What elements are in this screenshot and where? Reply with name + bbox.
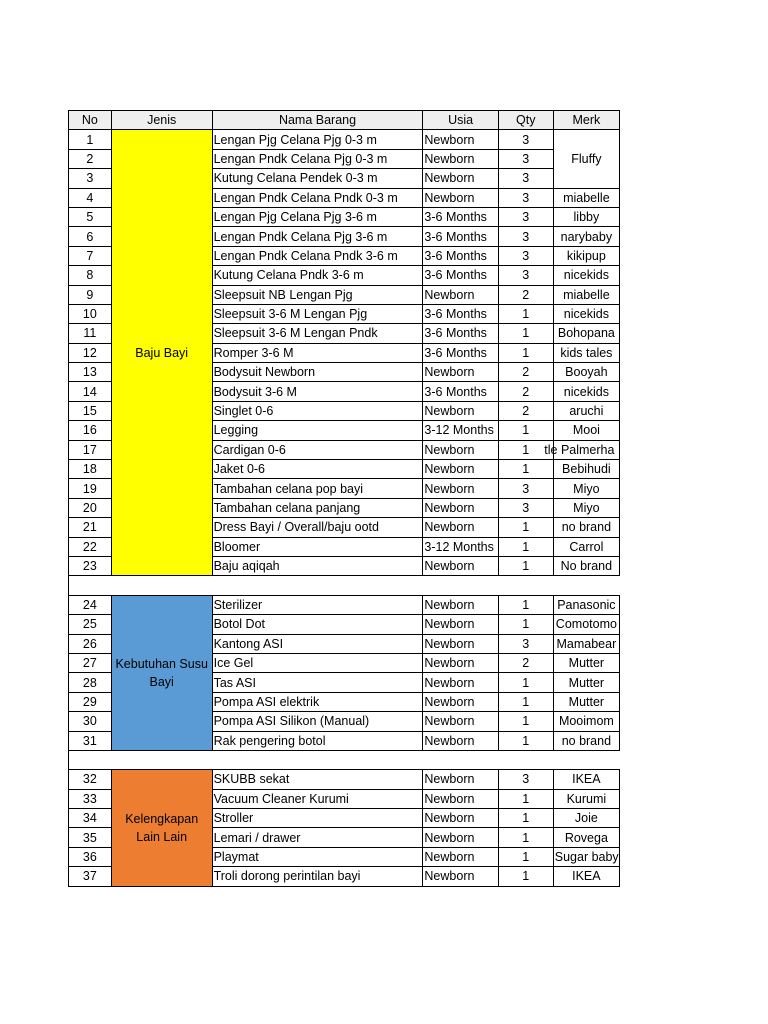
row-usia[interactable]: 3-6 Months xyxy=(423,343,498,362)
row-no[interactable]: 15 xyxy=(69,401,112,420)
row-usia[interactable]: 3-12 Months xyxy=(423,537,498,556)
row-qty[interactable]: 3 xyxy=(498,266,553,285)
row-merk[interactable]: Mutter xyxy=(553,653,619,672)
row-merk[interactable]: Booyah xyxy=(553,363,619,382)
row-no[interactable]: 2 xyxy=(69,149,112,168)
row-no[interactable]: 25 xyxy=(69,615,112,634)
row-usia[interactable]: Newborn xyxy=(423,847,498,866)
row-qty[interactable]: 3 xyxy=(498,227,553,246)
row-usia[interactable]: 3-6 Months xyxy=(423,227,498,246)
row-usia[interactable]: Newborn xyxy=(423,867,498,886)
row-nama-barang[interactable]: Sleepsuit 3-6 M Lengan Pjg xyxy=(212,304,423,323)
row-qty[interactable]: 1 xyxy=(498,867,553,886)
row-qty[interactable]: 3 xyxy=(498,149,553,168)
row-usia[interactable]: 3-6 Months xyxy=(423,304,498,323)
row-nama-barang[interactable]: Pompa ASI elektrik xyxy=(212,692,423,711)
row-merk[interactable]: aruchi xyxy=(553,401,619,420)
row-no[interactable]: 13 xyxy=(69,363,112,382)
row-nama-barang[interactable]: SKUBB sekat xyxy=(212,770,423,789)
row-nama-barang[interactable]: Romper 3-6 M xyxy=(212,343,423,362)
row-merk[interactable]: Mamabear xyxy=(553,634,619,653)
row-no[interactable]: 20 xyxy=(69,498,112,517)
row-no[interactable]: 12 xyxy=(69,343,112,362)
row-qty[interactable]: 3 xyxy=(498,207,553,226)
row-merk[interactable]: nicekids xyxy=(553,304,619,323)
row-qty[interactable]: 1 xyxy=(498,809,553,828)
row-qty[interactable]: 2 xyxy=(498,285,553,304)
row-usia[interactable]: Newborn xyxy=(423,130,498,149)
row-merk[interactable]: Sugar baby xyxy=(553,847,619,866)
row-no[interactable]: 16 xyxy=(69,421,112,440)
row-nama-barang[interactable]: Kutung Celana Pendek 0-3 m xyxy=(212,169,423,188)
row-no[interactable]: 21 xyxy=(69,518,112,537)
row-merk[interactable]: Comotomo xyxy=(553,615,619,634)
row-nama-barang[interactable]: Tambahan celana pop bayi xyxy=(212,479,423,498)
row-usia[interactable]: Newborn xyxy=(423,518,498,537)
row-usia[interactable]: 3-6 Months xyxy=(423,324,498,343)
row-nama-barang[interactable]: Troli dorong perintilan bayi xyxy=(212,867,423,886)
row-nama-barang[interactable]: Ice Gel xyxy=(212,653,423,672)
row-usia[interactable]: Newborn xyxy=(423,363,498,382)
spacer-row-1 xyxy=(69,576,620,595)
row-qty[interactable]: 1 xyxy=(498,304,553,323)
row-qty[interactable]: 2 xyxy=(498,401,553,420)
row-usia[interactable]: 3-12 Months xyxy=(423,421,498,440)
row-qty[interactable]: 1 xyxy=(498,615,553,634)
row-nama-barang[interactable]: Singlet 0-6 xyxy=(212,401,423,420)
row-nama-barang[interactable]: Lengan Pndk Celana Pjg 3-6 m xyxy=(212,227,423,246)
row-qty[interactable]: 3 xyxy=(498,130,553,149)
header-jenis[interactable]: Jenis xyxy=(111,111,212,130)
row-no[interactable]: 1 xyxy=(69,130,112,149)
row-qty[interactable]: 2 xyxy=(498,363,553,382)
row-qty[interactable]: 2 xyxy=(498,653,553,672)
row-no[interactable]: 32 xyxy=(69,770,112,789)
spacer-row-2-cell[interactable] xyxy=(69,750,620,769)
header-no[interactable]: No xyxy=(69,111,112,130)
row-merk[interactable]: miabelle xyxy=(553,285,619,304)
row-qty[interactable]: 1 xyxy=(498,421,553,440)
row-qty[interactable]: 1 xyxy=(498,847,553,866)
row-qty[interactable]: 1 xyxy=(498,673,553,692)
row-merk[interactable]: Carrol xyxy=(553,537,619,556)
row-merk[interactable]: Mutter xyxy=(553,692,619,711)
row-merk[interactable]: Bohopana xyxy=(553,324,619,343)
row-nama-barang[interactable]: Sleepsuit NB Lengan Pjg xyxy=(212,285,423,304)
row-usia[interactable]: 3-6 Months xyxy=(423,266,498,285)
row-qty[interactable]: 1 xyxy=(498,712,553,731)
merk-fluffy-merged[interactable]: Fluffy xyxy=(553,130,619,188)
row-no[interactable]: 3 xyxy=(69,169,112,188)
row-no[interactable]: 11 xyxy=(69,324,112,343)
table-body xyxy=(69,111,620,887)
row-nama-barang[interactable]: Baju aqiqah xyxy=(212,556,423,575)
row-no[interactable]: 30 xyxy=(69,712,112,731)
row-usia[interactable]: Newborn xyxy=(423,615,498,634)
row-nama-barang[interactable]: Pompa ASI Silikon (Manual) xyxy=(212,712,423,731)
row-usia[interactable]: 3-6 Months xyxy=(423,382,498,401)
row-usia[interactable]: Newborn xyxy=(423,731,498,750)
row-nama-barang[interactable]: Lengan Pndk Celana Pndk 3-6 m xyxy=(212,246,423,265)
row-usia[interactable]: Newborn xyxy=(423,285,498,304)
table-row xyxy=(69,130,620,149)
row-nama-barang[interactable]: Sterilizer xyxy=(212,595,423,614)
row-no[interactable]: 14 xyxy=(69,382,112,401)
row-qty[interactable]: 1 xyxy=(498,518,553,537)
row-merk[interactable]: no brand xyxy=(553,518,619,537)
row-usia[interactable]: Newborn xyxy=(423,440,498,459)
row-usia[interactable]: Newborn xyxy=(423,595,498,614)
row-no[interactable]: 23 xyxy=(69,556,112,575)
row-merk[interactable]: nicekids xyxy=(553,382,619,401)
row-merk[interactable]: Joie xyxy=(553,809,619,828)
row-nama-barang[interactable]: Cardigan 0-6 xyxy=(212,440,423,459)
row-no[interactable]: 27 xyxy=(69,653,112,672)
row-usia[interactable]: Newborn xyxy=(423,653,498,672)
row-merk[interactable]: miabelle xyxy=(553,188,619,207)
jenis-group-kelengkapan-lain-lain[interactable]: Kelengkapan Lain Lain xyxy=(111,770,212,886)
row-qty[interactable]: 2 xyxy=(498,382,553,401)
row-nama-barang[interactable]: Sleepsuit 3-6 M Lengan Pndk xyxy=(212,324,423,343)
row-merk[interactable]: kids tales xyxy=(553,343,619,362)
row-no[interactable]: 26 xyxy=(69,634,112,653)
spacer-row-2 xyxy=(69,750,620,769)
row-no[interactable]: 5 xyxy=(69,207,112,226)
row-no[interactable]: 28 xyxy=(69,673,112,692)
row-qty[interactable]: 3 xyxy=(498,246,553,265)
row-usia[interactable]: Newborn xyxy=(423,809,498,828)
row-nama-barang[interactable]: Jaket 0-6 xyxy=(212,460,423,479)
row-nama-barang[interactable]: Stroller xyxy=(212,809,423,828)
row-usia[interactable]: Newborn xyxy=(423,169,498,188)
row-nama-barang[interactable]: Tambahan celana panjang xyxy=(212,498,423,517)
row-nama-barang[interactable]: Bodysuit 3-6 M xyxy=(212,382,423,401)
row-no[interactable]: 9 xyxy=(69,285,112,304)
row-usia[interactable]: Newborn xyxy=(423,460,498,479)
header-merk[interactable]: Merk xyxy=(553,111,619,130)
row-merk[interactable]: Kurumi xyxy=(553,789,619,808)
row-merk[interactable]: Miyo xyxy=(553,479,619,498)
row-nama-barang[interactable]: Lengan Pndk Celana Pndk 0-3 m xyxy=(212,188,423,207)
row-no[interactable]: 29 xyxy=(69,692,112,711)
row-no[interactable]: 18 xyxy=(69,460,112,479)
row-nama-barang[interactable]: Lemari / drawer xyxy=(212,828,423,847)
row-usia[interactable]: Newborn xyxy=(423,401,498,420)
row-no[interactable]: 34 xyxy=(69,809,112,828)
row-qty[interactable]: 1 xyxy=(498,537,553,556)
row-usia[interactable]: Newborn xyxy=(423,789,498,808)
row-qty[interactable]: 3 xyxy=(498,498,553,517)
row-merk-text: tle Palmerha xyxy=(544,442,615,457)
row-qty[interactable]: 1 xyxy=(498,789,553,808)
row-nama-barang[interactable]: Lengan Pndk Celana Pjg 0-3 m xyxy=(212,149,423,168)
row-usia[interactable]: Newborn xyxy=(423,828,498,847)
row-merk[interactable] xyxy=(544,440,619,459)
row-nama-barang[interactable]: Botol Dot xyxy=(212,615,423,634)
row-merk[interactable]: Mooimom xyxy=(553,712,619,731)
header-row xyxy=(69,111,620,130)
table-row xyxy=(69,595,620,614)
row-nama-barang[interactable]: Lengan Pjg Celana Pjg 3-6 m xyxy=(212,207,423,226)
row-merk[interactable]: Rovega xyxy=(553,828,619,847)
row-no[interactable]: 6 xyxy=(69,227,112,246)
jenis-group-kebutuhan-susu-bayi[interactable]: Kebutuhan Susu Bayi xyxy=(111,595,212,750)
jenis-group-baju-bayi[interactable]: Baju Bayi xyxy=(111,130,212,576)
row-qty[interactable]: 3 xyxy=(498,188,553,207)
row-no[interactable]: 10 xyxy=(69,304,112,323)
row-usia[interactable]: Newborn xyxy=(423,479,498,498)
row-qty[interactable]: 1 xyxy=(498,595,553,614)
row-usia[interactable]: Newborn xyxy=(423,188,498,207)
row-no[interactable]: 8 xyxy=(69,266,112,285)
row-qty[interactable]: 1 xyxy=(498,692,553,711)
row-nama-barang[interactable]: Kantong ASI xyxy=(212,634,423,653)
row-qty[interactable]: 3 xyxy=(498,169,553,188)
row-merk[interactable]: nicekids xyxy=(553,266,619,285)
row-merk[interactable]: libby xyxy=(553,207,619,226)
row-qty[interactable]: 3 xyxy=(498,634,553,653)
row-qty[interactable]: 3 xyxy=(498,770,553,789)
row-no[interactable]: 7 xyxy=(69,246,112,265)
row-merk[interactable]: Bebihudi xyxy=(553,460,619,479)
row-nama-barang[interactable]: Tas ASI xyxy=(212,673,423,692)
row-qty[interactable]: 1 xyxy=(498,324,553,343)
row-merk[interactable]: Mutter xyxy=(553,673,619,692)
row-nama-barang[interactable]: Kutung Celana Pndk 3-6 m xyxy=(212,266,423,285)
row-usia[interactable]: Newborn xyxy=(423,634,498,653)
row-qty[interactable]: 1 xyxy=(498,556,553,575)
row-nama-barang[interactable]: Lengan Pjg Celana Pjg 0-3 m xyxy=(212,130,423,149)
row-merk[interactable]: IKEA xyxy=(553,770,619,789)
row-merk[interactable]: No brand xyxy=(553,556,619,575)
row-no[interactable]: 22 xyxy=(69,537,112,556)
row-usia[interactable]: Newborn xyxy=(423,692,498,711)
row-no[interactable]: 24 xyxy=(69,595,112,614)
item-table xyxy=(68,110,620,887)
row-qty[interactable]: 1 xyxy=(498,460,553,479)
header-qty[interactable]: Qty xyxy=(498,111,553,130)
row-usia[interactable]: Newborn xyxy=(423,556,498,575)
row-usia[interactable]: Newborn xyxy=(423,770,498,789)
row-no[interactable]: 33 xyxy=(69,789,112,808)
row-usia[interactable]: Newborn xyxy=(423,673,498,692)
row-merk[interactable]: IKEA xyxy=(553,867,619,886)
table-row xyxy=(69,770,620,789)
row-nama-barang[interactable]: Dress Bayi / Overall/baju ootd xyxy=(212,518,423,537)
row-no[interactable]: 37 xyxy=(69,867,112,886)
row-merk[interactable]: no brand xyxy=(553,731,619,750)
row-qty[interactable]: 1 xyxy=(498,440,553,459)
row-usia[interactable]: Newborn xyxy=(423,498,498,517)
row-no[interactable]: 35 xyxy=(69,828,112,847)
spacer-row-1-cell[interactable] xyxy=(69,576,620,595)
row-merk[interactable]: Mooi xyxy=(553,421,619,440)
row-usia[interactable]: Newborn xyxy=(423,149,498,168)
row-nama-barang[interactable]: Legging xyxy=(212,421,423,440)
row-merk[interactable]: kikipup xyxy=(553,246,619,265)
row-nama-barang[interactable]: Rak pengering botol xyxy=(212,731,423,750)
row-merk[interactable]: narybaby xyxy=(553,227,619,246)
row-no[interactable]: 17 xyxy=(69,440,112,459)
row-qty[interactable]: 1 xyxy=(498,828,553,847)
row-merk[interactable]: Miyo xyxy=(553,498,619,517)
row-no[interactable]: 31 xyxy=(69,731,112,750)
row-nama-barang[interactable]: Playmat xyxy=(212,847,423,866)
row-qty[interactable]: 1 xyxy=(498,731,553,750)
header-usia[interactable]: Usia xyxy=(423,111,498,130)
row-no[interactable]: 36 xyxy=(69,847,112,866)
row-usia[interactable]: Newborn xyxy=(423,712,498,731)
row-no[interactable]: 19 xyxy=(69,479,112,498)
row-nama-barang[interactable]: Bloomer xyxy=(212,537,423,556)
header-nama-barang[interactable]: Nama Barang xyxy=(212,111,423,130)
row-nama-barang[interactable]: Bodysuit Newborn xyxy=(212,363,423,382)
row-usia[interactable]: 3-6 Months xyxy=(423,246,498,265)
row-merk[interactable]: Panasonic xyxy=(553,595,619,614)
row-nama-barang[interactable]: Vacuum Cleaner Kurumi xyxy=(212,789,423,808)
row-qty[interactable]: 3 xyxy=(498,479,553,498)
row-usia[interactable]: 3-6 Months xyxy=(423,207,498,226)
row-no[interactable]: 4 xyxy=(69,188,112,207)
row-qty[interactable]: 1 xyxy=(498,343,553,362)
